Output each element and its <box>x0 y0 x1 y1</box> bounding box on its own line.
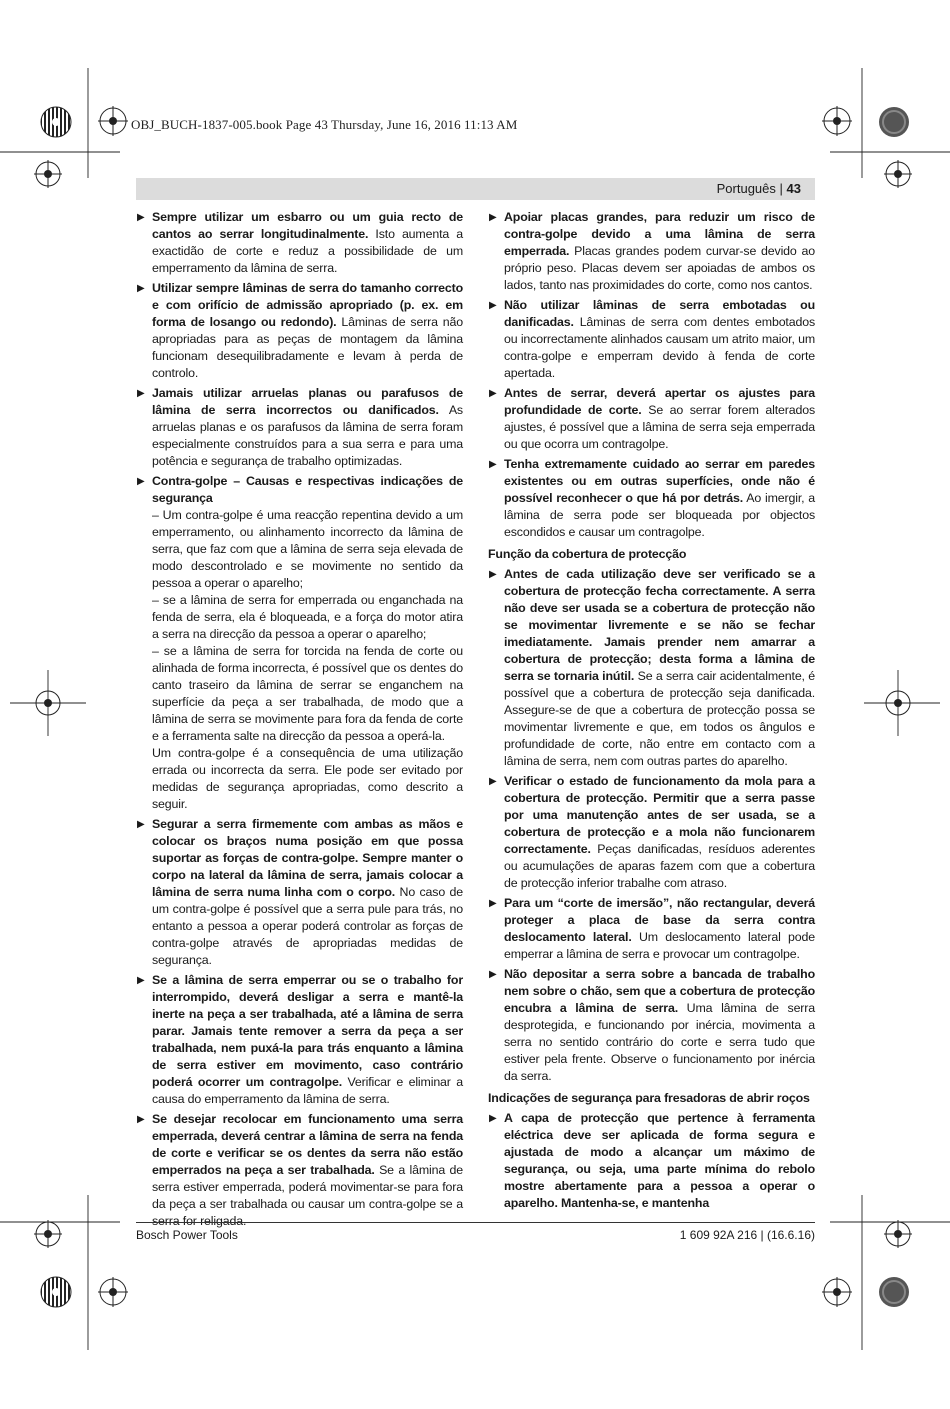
triangle-bullet-icon: ▶ <box>489 898 497 909</box>
list-item <box>136 816 463 969</box>
list-item <box>136 385 463 470</box>
item-bold: Sempre utilizar um esbarro ou um guia recto de cantos ao serrar longitudinalmente. <box>152 210 463 241</box>
list-item <box>488 456 815 541</box>
list-item <box>488 773 815 892</box>
list-item <box>488 966 815 1085</box>
list-item <box>136 209 463 277</box>
left-column <box>136 209 463 1233</box>
item-text: Se a lâmina de serra estiver emperrada, poderá movimentar-se para fora da peça a ser trabalhada ou causar um contra-golpe se a serra for religada. <box>152 1163 463 1228</box>
item-text: Lâminas de serra com dentes embotados ou incorrectamente alinhados causam um atrito maior, um contra-golpe e emperram devido à fenda de corte apertada. <box>504 315 815 380</box>
gray-disc-top-right <box>879 107 909 137</box>
list-item <box>488 385 815 453</box>
header-language: Português <box>716 181 776 196</box>
list-item <box>136 1111 463 1230</box>
crosshair-left-top <box>34 160 62 188</box>
footer-brand: Bosch Power Tools <box>136 1228 238 1242</box>
item-bold: Segurar a serra firmemente com ambas as mãos e colocar os braços numa posição em que possa suportar as forças de contra-golpe. Sempre manter o corpo na lateral da lâmina de serra, jamais colocar a lâmina de serra numa linha com o corpo. <box>152 817 463 899</box>
item-bold: Verificar o estado de funcionamento da mola para a cobertura de protecção. Permitir que a serra passe por uma manutenção antes de ser usada, se a cobertura de protecção e a mola não funcionarem correctamente. <box>504 774 815 856</box>
item-text: Se ao serrar forem alterados ajustes, é possível que a lâmina de serra seja emperrada ou que ocorra um contragolpe. <box>504 403 815 451</box>
item-bold: Não depositar a serra sobre a bancada de trabalho nem sobre o chão, sem que a cobertura de protecção encubra a lâmina de serra. <box>504 967 815 1015</box>
item-bold: Utilizar sempre lâminas de serra do tamanho correcto e com orifício de admissão apropriado (p. ex. em forma de losango ou redondo). <box>152 281 463 329</box>
triangle-bullet-icon: ▶ <box>489 969 497 980</box>
item-bold: Se a lâmina de serra emperrar ou se o trabalho for interrompido, deverá desligar a serra e mantê-la inerte na peça a ser trabalhada, até a lâmina de serra parar. Jamais tente remover a serra da peça a ser trabalhada, nem puxá-la para trás enquanto a lâmina de serra estiver em movimento, caso contrário poderá ocorrer um contragolpe. <box>152 973 463 1089</box>
item-text: Se a serra cair acidentalmente, é possível que a cobertura de protecção seja danificada. Assegure-se de que a cobertura de protecção possa se movimentar livremente e que, em todos os ângulos e profundidade de corte, não entre em contacto com a lâmina de serra, nem com outras partes do aparelho. <box>504 669 815 768</box>
list-item <box>488 566 815 770</box>
list-item <box>488 1110 815 1212</box>
triangle-bullet-icon: ▶ <box>137 1114 145 1125</box>
header-label <box>717 181 801 196</box>
triangle-bullet-icon: ▶ <box>489 459 497 470</box>
triangle-bullet-icon: ▶ <box>489 776 497 787</box>
item-text: Lâminas de serra não apropriadas para as peças de montagem da lâmina funcionam desequilibradamente e levam à perda de controlo. <box>152 315 463 380</box>
item-text: Verificar e eliminar a causa do emperramento da lâmina de serra. <box>152 1075 463 1106</box>
page-header <box>136 178 815 200</box>
triangle-bullet-icon: ▶ <box>137 819 145 830</box>
crosshair-right-top <box>884 160 912 188</box>
item-bold: Antes de cada utilização deve ser verificado se a cobertura de protecção fecha correctamente. A serra não deve ser usada se a cobertura de protecção não se movimentar livremente e se não se fechar imediatamente. Jamais prender nem amarrar a cobertura de protecção; desta forma a lâmina de serra se tornaria inútil. <box>504 567 815 683</box>
item-bold: A capa de protecção que pertence à ferramenta eléctrica deve ser aplicada de forma segura e ajustada de modo a alcançar um máximo de segurança, ou seja, uma parte mínima do rebolo mostre abertamente para a pessoa a operar o aparelho. Mantenha-se, e mantenha <box>504 1111 815 1210</box>
item-text: No caso de um contra-golpe é possível que a serra pule para trás, no entanto a pessoa a operar poderá controlar as forças de contra-golpe através de apropriadas medidas de segurança. <box>152 885 463 967</box>
triangle-bullet-icon: ▶ <box>489 212 497 223</box>
item-bold: Jamais utilizar arruelas planas ou parafusos de lâmina de serra incorrectos ou danificados. <box>152 386 463 417</box>
item-text: Placas grandes podem curvar-se devido ao próprio peso. Placas devem ser apoiadas de ambos os lados, tanto nas proximidades do corte, como nos cantos. <box>504 244 815 292</box>
list-item <box>488 209 815 294</box>
crosshair-left-bottom <box>34 1220 62 1248</box>
header-separator: | <box>779 181 783 196</box>
triangle-bullet-icon: ▶ <box>137 476 145 487</box>
triangle-bullet-icon: ▶ <box>489 569 497 580</box>
item-text: Peças danificadas, resíduos aderentes ou acumulações de aparas fazem com que a cobertura de protecção inferior trabalhe com atraso. <box>504 842 815 890</box>
item-bold: Contra-golpe – Causas e respectivas indicações de segurança <box>152 474 463 505</box>
list-item <box>488 297 815 382</box>
item-bold: Não utilizar lâminas de serra embotadas ou danificadas. <box>504 298 815 329</box>
section-heading-grinder: Indicações de segurança para fresadoras de abrir roços <box>488 1091 810 1105</box>
item-text: Um deslocamento lateral pode emperrar a lâmina de serra e provocar um contragolpe. <box>504 930 815 961</box>
list-item <box>136 473 463 813</box>
triangle-bullet-icon: ▶ <box>137 975 145 986</box>
item-text: – Um contra-golpe é uma reacção repentina devido a um emperramento, ou alinhamento incorrecto da lâmina de serra, que faz com que a lâmina de serra seja elevada de modo descontrolado e se movimente no sentido da pessoa a operar o aparelho; – se a lâmina de serra for emperrada ou enganchada na fenda de serra, ela é bloqueada, e a força do motor atira a serra na direcção da pessoa a operar o aparelho; – se a lâmina de serra for torcida na fenda de corte ou alinhada de forma incorrecta, é possível que os dentes do canto traseiro da lâmina de serrar se enganchem na superfície da peça a ser trabalhada, de modo que a lâmina de serra se movimente para fora da fenda de corte e a ferramenta salte na direcção da pessoa a operá-la. Um contra-golpe é a consequência de uma utilização errada ou incorrecta da serra. Ele pode ser evitado por medidas de segurança apropriadas, como descrito a seguir. <box>152 508 463 811</box>
crosshair-right-bottom <box>884 1220 912 1248</box>
item-bold: Antes de serrar, deverá apertar os ajustes para profundidade de corte. <box>504 386 815 417</box>
starburst-top-left <box>41 107 71 137</box>
triangle-bullet-icon: ▶ <box>489 388 497 399</box>
triangle-bullet-icon: ▶ <box>137 388 145 399</box>
crosshair-top-left <box>98 106 128 136</box>
triangle-bullet-icon: ▶ <box>137 212 145 223</box>
item-bold: Apoiar placas grandes, para reduzir um risco de contra-golpe devido a uma lâmina de serra emperrada. <box>504 210 815 258</box>
item-bold: Tenha extremamente cuidado ao serrar em paredes existentes ou em outras superfícies, onde não é possível reconhecer o que há por detrás. <box>504 457 815 505</box>
triangle-bullet-icon: ▶ <box>137 283 145 294</box>
file-info-line: OBJ_BUCH-1837-005.book Page 43 Thursday, June 16, 2016 11:13 AM <box>131 117 518 132</box>
gray-disc-bottom-right <box>879 1277 909 1307</box>
starburst-bottom-left <box>41 1277 71 1307</box>
item-text: Isto aumenta a exactidão de corte e reduz a possibilidade de um emperramento da lâmina de serra. <box>152 227 463 275</box>
item-text: As arruelas planas e os parafusos da lâmina de serra foram especialmente construídos para a sua serra e para uma potência e segurança de trabalho optimizadas. <box>152 403 463 468</box>
list-item <box>136 280 463 382</box>
item-bold: Se desejar recolocar em funcionamento uma serra emperrada, deverá centrar a lâmina de serra na fenda de corte e verificar se os dentes da serra não estão emperrados na peça a ser trabalhada. <box>152 1112 463 1177</box>
item-bold: Para um “corte de imersão”, não rectangular, deverá proteger a placa de base da serra contra deslocamento lateral. <box>504 896 815 944</box>
page-number: 43 <box>786 181 801 196</box>
triangle-bullet-icon: ▶ <box>489 1113 497 1124</box>
triangle-bullet-icon: ▶ <box>489 300 497 311</box>
crosshair-bottom-left <box>98 1277 128 1307</box>
footer-doc-number: 1 609 92A 216 | (16.6.16) <box>679 1228 815 1242</box>
page-footer <box>136 1222 815 1242</box>
item-text: Ao imergir, a lâmina de serra pode ser bloqueada por objectos escondidos e causar um contragolpe. <box>504 491 815 539</box>
list-item <box>136 972 463 1108</box>
crosshair-top-right <box>822 106 852 136</box>
crosshair-bottom-right <box>822 1277 852 1307</box>
item-text: Uma lâmina de serra desprotegida, e funcionando por inércia, movimenta a serra no sentido contrário do corte e serra tudo que estiver pela frente. Observe o funcionamento por inércia da serra. <box>504 1001 815 1083</box>
right-column <box>488 209 815 1215</box>
list-item <box>488 895 815 963</box>
section-heading-cover: Função da cobertura de protecção <box>488 547 687 561</box>
